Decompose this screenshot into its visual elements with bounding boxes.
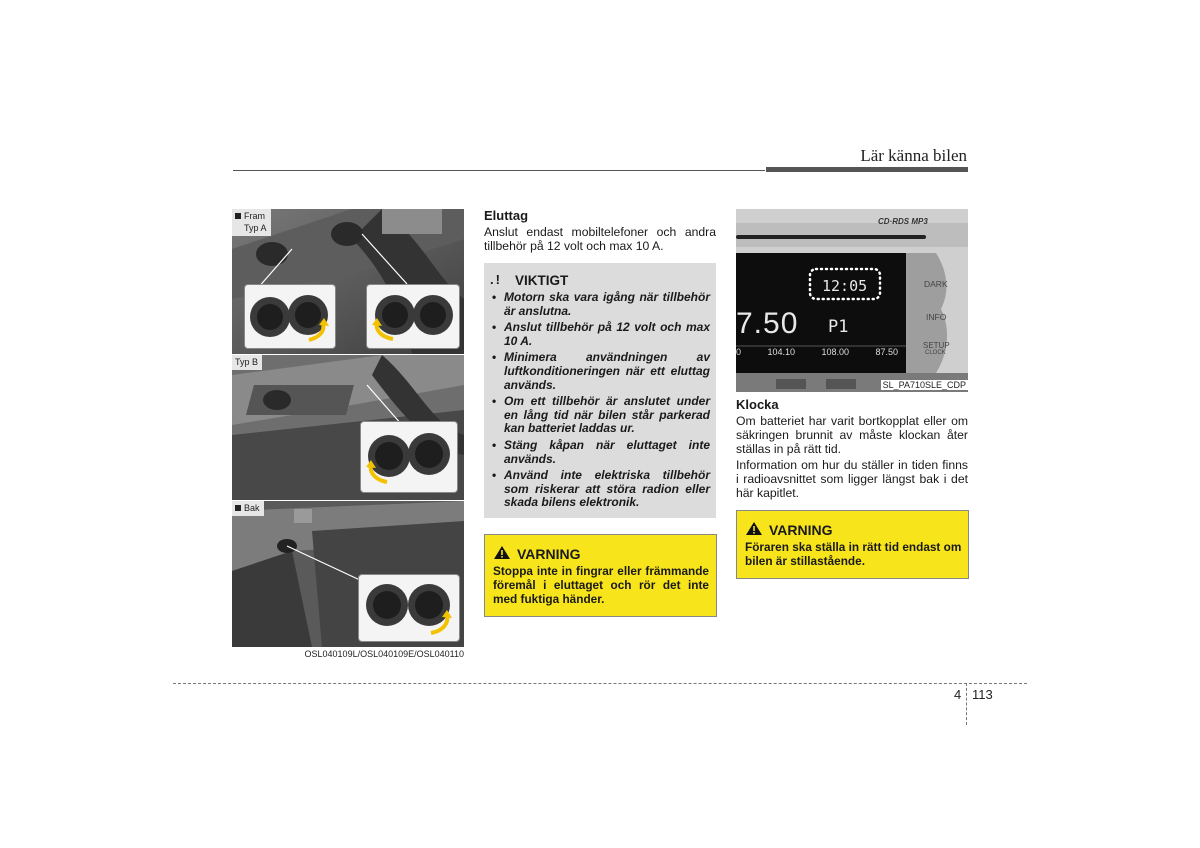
notice-icon: . ! <box>490 272 500 287</box>
socket-closeup-3 <box>360 421 458 493</box>
socket-closeup-4 <box>358 574 460 642</box>
warning-triangle-icon <box>493 545 511 560</box>
radio-photo <box>736 209 968 392</box>
panel-type-b <box>232 355 464 500</box>
preset-item: 87.50 <box>875 347 898 357</box>
section-heading-eluttag: Eluttag <box>484 208 529 223</box>
notice-item: • Anslut tillbehör på 12 volt och max 10 A. <box>492 321 710 348</box>
chapter-title: Lär känna bilen <box>860 146 967 165</box>
preset-item: 108.00 <box>821 347 849 357</box>
preset-row <box>736 347 906 357</box>
warning-text: Stoppa inte in fingrar eller främmande föremål i eluttaget och rör det inte med fuktiga händer. <box>493 564 709 606</box>
notice-item: • Minimera användningen av luftkonditioneringen när ett eluttag används. <box>492 351 710 392</box>
warning-triangle-icon <box>745 521 763 536</box>
panel-label-rear: Bak <box>232 501 264 516</box>
header-rule-thick <box>766 167 968 172</box>
eluttag-body: Anslut endast mobiltelefoner och andra tillbehör på 12 volt och max 10 A. <box>484 225 716 253</box>
footer-divider <box>966 683 967 725</box>
notice-list <box>492 291 710 513</box>
panel-label-typ-b: Typ B <box>232 355 262 370</box>
panel-label-front: Fram Typ A <box>232 209 271 236</box>
socket-closeup-2 <box>366 284 460 349</box>
panel-front-type-a <box>232 209 464 354</box>
page-number: 113 <box>972 687 993 702</box>
frequency-display: 7.50 <box>736 307 799 340</box>
warning-title: VARNING <box>517 546 581 562</box>
notice-title: VIKTIGT <box>515 273 569 288</box>
notice-item: • Använd inte elektriska tillbehör som riskerar att störa radion eller skada bilens elektronik. <box>492 469 710 510</box>
notice-item: • Om ett tillbehör är anslutet under en lång tid när bilen står parkerad kan batteriet laddas ur. <box>492 395 710 436</box>
radio-button-info: INFO <box>926 312 947 322</box>
notice-item: • Stäng kåpan när eluttaget inte används. <box>492 439 710 466</box>
figure-caption-left: OSL040109L/OSL040109E/OSL040110 <box>304 649 464 659</box>
header-rule <box>233 170 765 171</box>
notice-box-viktigt <box>484 263 716 518</box>
notice-item: • Motorn ska vara igång när tillbehör är anslutna. <box>492 291 710 318</box>
section-heading-klocka: Klocka <box>736 397 779 412</box>
klocka-para-2: Information om hur du ställer in tiden finns i radioavsnittet som ligger längst bak i det här kapitlet. <box>736 458 968 500</box>
radio-button-clock: CLOCK <box>925 350 946 356</box>
warning-text: Föraren ska ställa in rätt tid endast om bilen är stillastående. <box>745 540 962 568</box>
warning-title: VARNING <box>769 522 833 538</box>
preset-item: 104.10 <box>767 347 795 357</box>
preset-label: P1 <box>828 317 849 337</box>
radio-figure-caption: SL_PA710SLE_CDP <box>882 380 966 390</box>
warning-box-right <box>736 510 969 579</box>
power-outlet-figure <box>232 209 464 647</box>
clock-display: 12:05 <box>822 277 868 295</box>
footer-rule <box>173 683 1027 684</box>
radio-button-dark: DARK <box>924 279 948 289</box>
klocka-para-1: Om batteriet har varit bortkopplat eller om säkringen brunnit av måste klockan åter ställas in på rätt tid. <box>736 414 968 456</box>
radio-clock-figure <box>736 209 968 392</box>
radio-brand-label: CD·RDS MP3 <box>878 217 928 226</box>
warning-box-left <box>484 534 717 617</box>
socket-closeup-1 <box>244 284 336 349</box>
panel-rear <box>232 501 464 647</box>
radio-button-setup: SETUP <box>923 341 950 350</box>
chapter-number: 4 <box>954 687 962 702</box>
preset-item: 0 <box>736 347 742 357</box>
